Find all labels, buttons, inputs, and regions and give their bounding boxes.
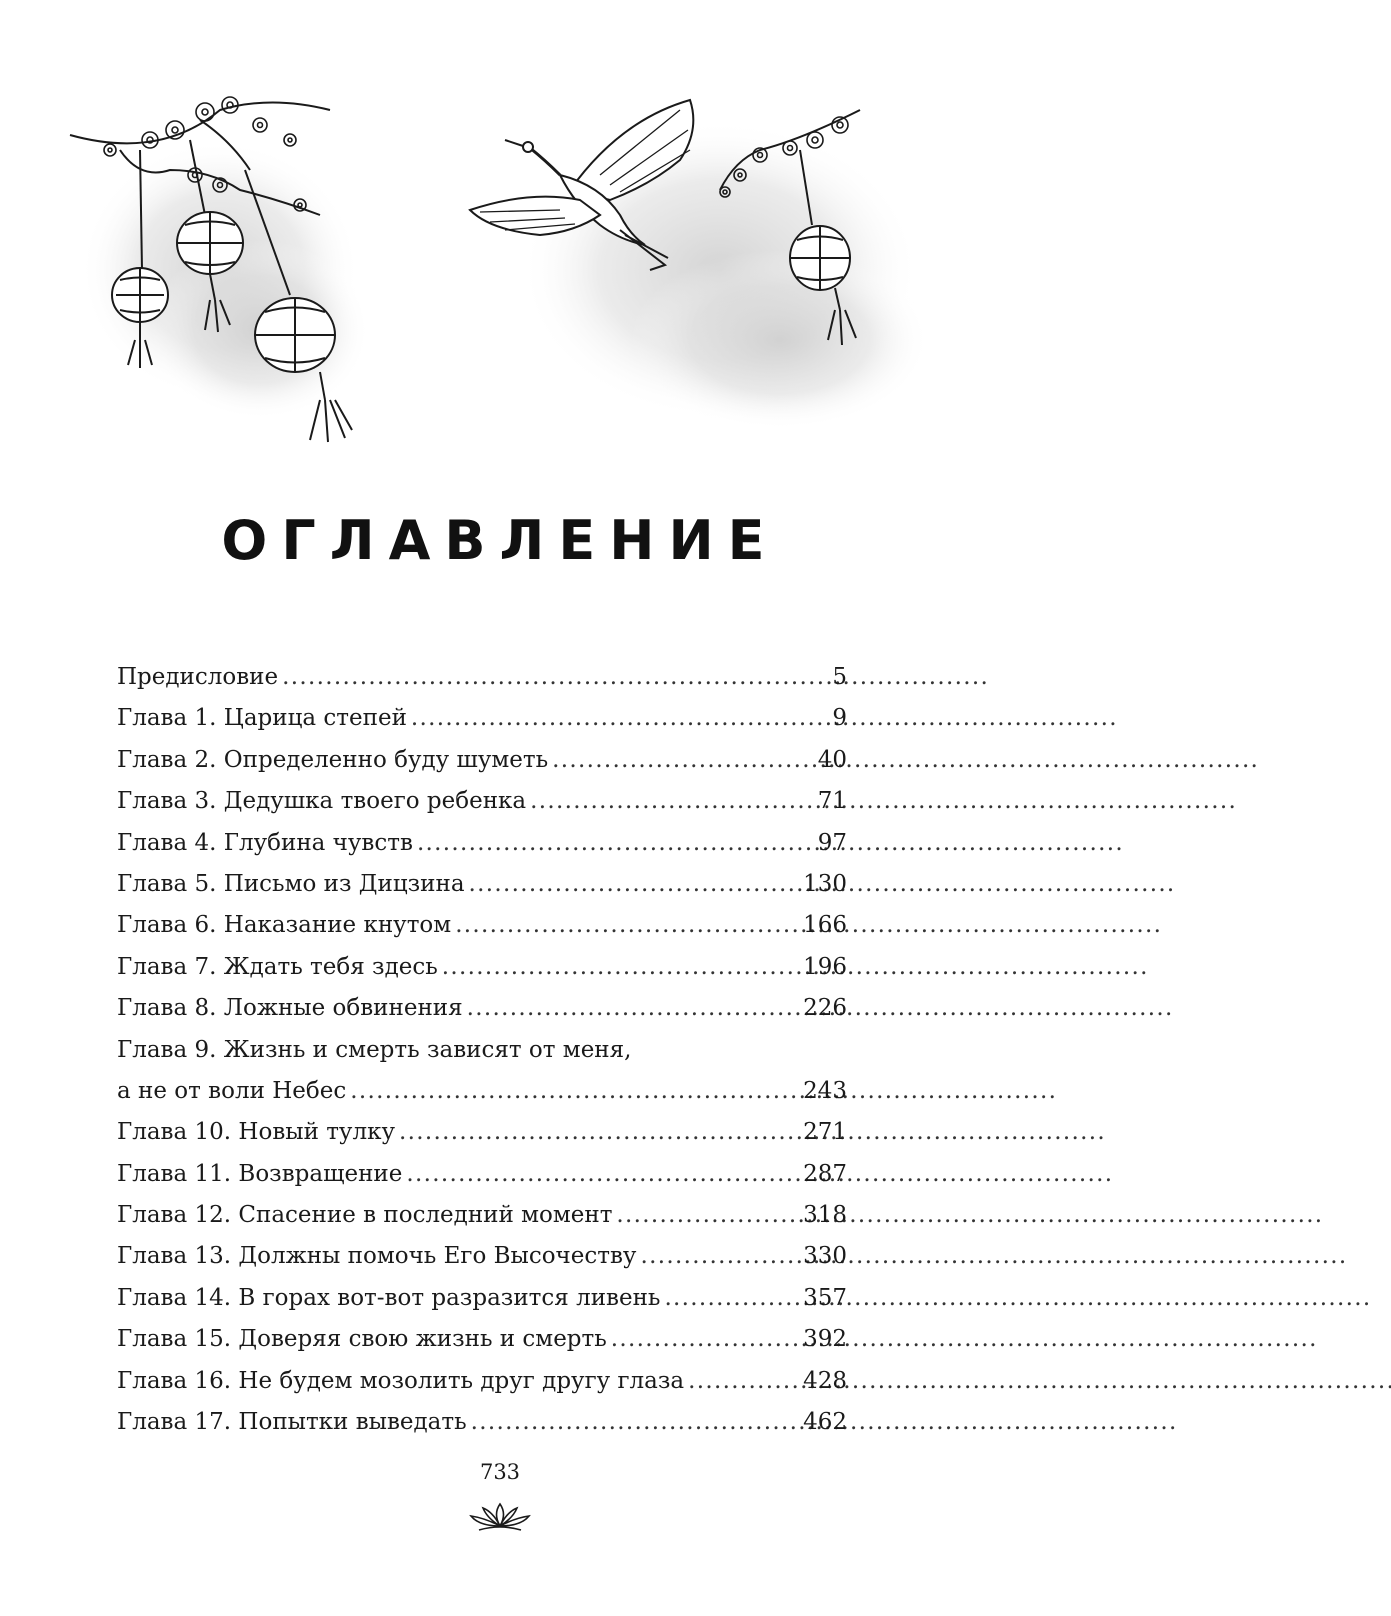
toc-entry-title: Глава 17. Попытки выведать: [117, 1409, 467, 1436]
toc-dot-leader: [467, 1402, 803, 1443]
toc-entry-title: а не от воли Небес: [117, 1077, 347, 1104]
page-title: ОГЛАВЛЕНИЕ: [221, 509, 779, 573]
toc-entry[interactable]: [117, 657, 847, 698]
toc-dot-leader: [526, 781, 818, 822]
toc-entry[interactable]: [117, 1361, 847, 1402]
toc-entry-page: 318: [803, 1202, 847, 1229]
toc-dot-leader: [451, 905, 803, 946]
ink-wash-right: [520, 120, 930, 430]
toc-entry-title: Глава 7. Ждать тебя здесь: [117, 953, 438, 980]
toc-entry-page: 243: [803, 1077, 847, 1104]
toc-dot-leader: [438, 947, 803, 988]
toc-dot-leader: [660, 1278, 803, 1319]
toc-entry[interactable]: [117, 1195, 847, 1236]
toc-entry-title: Глава 12. Спасение в последний момент: [117, 1202, 613, 1229]
toc-dot-leader: [407, 698, 827, 739]
toc-entry-title: Глава 10. Новый тулку: [117, 1119, 395, 1146]
toc-entry-page: 271: [803, 1119, 847, 1146]
toc-entry-page: 97: [817, 829, 847, 856]
toc-entry-page: 196: [803, 953, 847, 980]
toc-entry[interactable]: [117, 1236, 847, 1277]
toc-dot-leader: [346, 1071, 803, 1112]
lotus-icon: [465, 1500, 535, 1534]
toc-entry-page: 71: [817, 788, 847, 815]
toc-entry-page: 428: [803, 1367, 847, 1394]
toc-entry-page: 166: [803, 912, 847, 939]
toc-entry-page: 330: [803, 1243, 847, 1270]
toc-dot-leader: [465, 864, 804, 905]
toc-entry-title: Глава 16. Не будем мозолить друг другу глаза: [117, 1367, 685, 1394]
toc-entry[interactable]: [117, 1030, 847, 1071]
toc-entry[interactable]: [117, 947, 847, 988]
toc-entry[interactable]: [117, 698, 847, 739]
toc-entry-page: 462: [803, 1409, 847, 1436]
header-illustration: [0, 0, 1000, 470]
toc-dot-leader: [636, 1236, 803, 1277]
toc-entry[interactable]: [117, 1154, 847, 1195]
toc-dot-leader: [607, 1319, 803, 1360]
toc-entry-page: 392: [803, 1326, 847, 1353]
toc-entry-page: 287: [803, 1160, 847, 1187]
toc-entry[interactable]: [117, 1319, 847, 1360]
toc-entry-page: 9: [832, 705, 847, 732]
toc-entry-page: 226: [803, 995, 847, 1022]
toc-entry[interactable]: [117, 1071, 847, 1112]
toc-dot-leader: [278, 657, 827, 698]
toc-dot-leader: [413, 823, 818, 864]
toc-entry-title: Глава 15. Доверяя свою жизнь и смерть: [117, 1326, 607, 1353]
toc-entry[interactable]: [117, 1402, 847, 1443]
toc-entry-title: Глава 13. Должны помочь Его Высочеству: [117, 1243, 637, 1270]
toc-dot-leader: [684, 1361, 803, 1402]
toc-dot-leader: [548, 740, 818, 781]
toc-entry[interactable]: [117, 1278, 847, 1319]
toc-entry-page: 5: [832, 664, 847, 690]
toc-entry-title: Глава 1. Царица степей: [117, 705, 407, 732]
toc-dot-leader: [612, 1195, 803, 1236]
toc-entry-title: Глава 14. В горах вот-вот разразится ливень: [117, 1284, 661, 1311]
toc-entry-title: Глава 8. Ложные обвинения: [117, 995, 463, 1022]
toc-entry-title: Предисловие: [117, 664, 279, 690]
toc-entry-title: Глава 2. Определенно буду шуметь: [117, 746, 549, 773]
toc-entry[interactable]: [117, 988, 847, 1029]
table-of-contents: [117, 657, 847, 1443]
toc-dot-leader: [463, 988, 803, 1029]
toc-entry-page: 130: [803, 870, 847, 897]
toc-entry-title: Глава 9. Жизнь и смерть зависят от меня,: [117, 1036, 632, 1063]
toc-entry-title: Глава 4. Глубина чувств: [117, 829, 413, 856]
toc-entry-page: 357: [803, 1284, 847, 1311]
page-number: 733: [479, 1460, 521, 1484]
toc-entry[interactable]: [117, 1112, 847, 1153]
toc-entry-title: Глава 3. Дедушка твоего ребенка: [117, 788, 527, 815]
toc-entry[interactable]: [117, 823, 847, 864]
toc-entry[interactable]: [117, 905, 847, 946]
toc-entry-title: Глава 6. Наказание кнутом: [117, 912, 452, 939]
toc-entry[interactable]: [117, 781, 847, 822]
toc-entry-title: Глава 5. Письмо из Дицзина: [117, 870, 465, 897]
toc-dot-leader: [402, 1154, 803, 1195]
toc-entry[interactable]: [117, 740, 847, 781]
toc-dot-leader: [395, 1112, 803, 1153]
toc-entry[interactable]: [117, 864, 847, 905]
toc-entry-page: 40: [817, 746, 847, 773]
toc-entry-title: Глава 11. Возвращение: [117, 1160, 403, 1187]
